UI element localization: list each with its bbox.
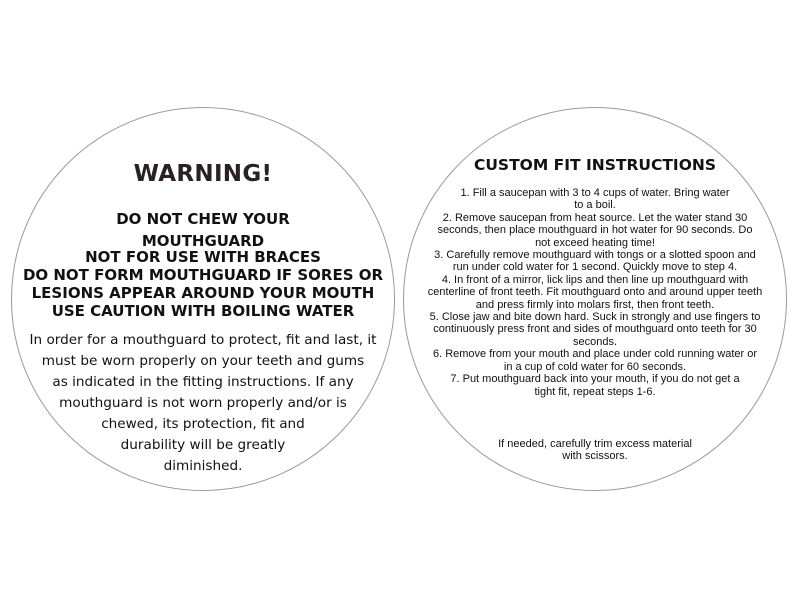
body-line: mouthguard is not worn properly and/or is: [59, 395, 347, 411]
warning-rule: DO NOT FORM MOUTHGUARD IF SORES OR: [22, 266, 384, 284]
instruction-line: continuously press front and sides of mouthguard onto teeth for 30: [433, 323, 757, 336]
body-line: must be worn properly on your teeth and gums: [41, 353, 365, 369]
instruction-line: 5. Close jaw and bite down hard. Suck in strongly and use fingers to: [429, 311, 761, 324]
instruction-line: 3. Carefully remove mouthguard with tongs or a slotted spoon and: [434, 249, 756, 262]
body-line: diminished.: [163, 458, 243, 474]
body-line: as indicated in the fitting instructions. If any: [52, 374, 354, 390]
body-line: chewed, its protection, fit and: [101, 416, 305, 432]
chew-warning-line: MOUTHGUARD: [141, 232, 265, 250]
instruction-line: to a boil.: [574, 199, 616, 212]
instruction-line: not exceed heating time!: [535, 236, 655, 249]
chew-warning: [12, 208, 394, 252]
instruction-line: seconds.: [572, 335, 618, 348]
instruction-line: 1. Fill a saucepan with 3 to 4 cups of water. Bring water: [460, 187, 730, 199]
chew-warning-line: DO NOT CHEW YOUR: [116, 210, 290, 228]
instruction-line: 7. Put mouthguard back into your mouth, if you do not get a: [450, 373, 740, 386]
warning-title: WARNING!: [133, 161, 273, 187]
instruction-line: seconds, then place mouthguard in hot water for 90 seconds. Do: [437, 224, 753, 237]
warning-label: [11, 107, 395, 491]
body-line: In order for a mouthguard to protect, fit and last, it: [29, 332, 377, 348]
instruction-line: and press firmly into molars first, then front teeth.: [475, 298, 715, 311]
instructions-steps: [404, 187, 786, 398]
warning-body-text: [12, 330, 394, 477]
instructions-footer: [404, 438, 786, 463]
warning-rule: USE CAUTION WITH BOILING WATER: [51, 302, 355, 320]
instruction-line: 6. Remove from your mouth and place under cold running water or: [432, 348, 758, 361]
instruction-line: tight fit, repeat steps 1-6.: [534, 385, 656, 398]
instruction-line: 2. Remove saucepan from heat source. Let the water stand 30: [442, 211, 748, 224]
instruction-line: centerline of front teeth. Fit mouthguard onto and around upper teeth: [427, 286, 763, 299]
instruction-line: run under cold water for 1 second. Quickly move to step 4.: [452, 261, 738, 274]
body-line: durability will be greatly: [120, 437, 286, 453]
footer-line: If needed, carefully trim excess material: [498, 438, 692, 450]
footer-line: with scissors.: [562, 450, 628, 463]
instructions-title: CUSTOM FIT INSTRUCTIONS: [473, 156, 717, 174]
instruction-line: 4. In front of a mirror, lick lips and then line up mouthguard with: [441, 273, 749, 286]
warning-rule: NOT FOR USE WITH BRACES: [85, 248, 321, 266]
warning-rules: [12, 248, 394, 320]
warning-rule: LESIONS APPEAR AROUND YOUR MOUTH: [31, 284, 375, 302]
instruction-line: in a cup of cold water for 60 seconds.: [503, 360, 687, 373]
instructions-label: [403, 107, 787, 491]
